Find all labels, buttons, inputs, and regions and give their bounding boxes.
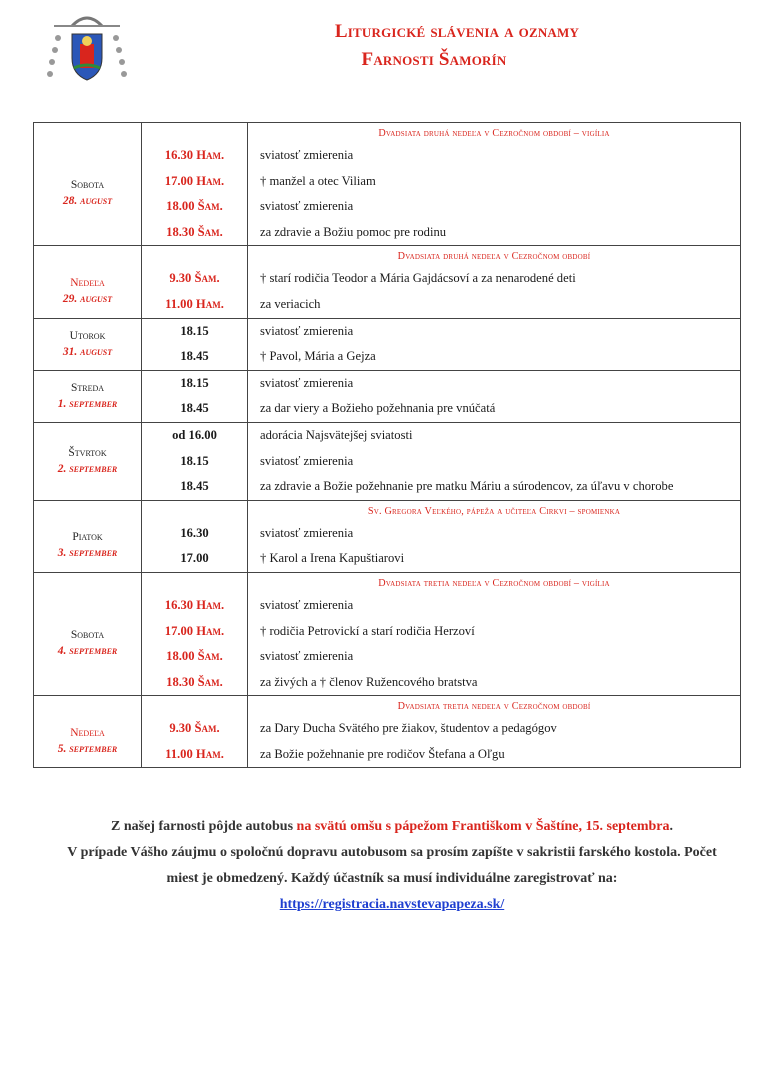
day-cell	[34, 696, 142, 768]
mass-time	[142, 194, 247, 220]
time-value: 18.30	[166, 224, 195, 239]
mass-intention: za zdravie a Božie požehnanie pre matku Máriu a súrodencov, za úľavu v chorobe	[260, 479, 674, 494]
intentions-cell	[248, 370, 741, 422]
times-cell	[142, 318, 248, 370]
location-abbrev: Šam.	[197, 224, 223, 239]
notice-line-1	[60, 814, 724, 840]
mass-intention: sviatosť zmierenia	[260, 649, 354, 664]
mass-intention: sviatosť zmierenia	[260, 375, 354, 390]
mass-time	[142, 371, 247, 397]
mass-time	[142, 220, 247, 246]
time-value: 18.45	[180, 479, 209, 494]
liturgical-day-title: Sv. Gregora Veľkého, pápeža a učiteľa Cirkvi – spomienka	[367, 505, 621, 517]
mass-intention: za Božie požehnanie pre rodičov Štefana a Oľgu	[260, 746, 505, 761]
page-title	[0, 18, 764, 74]
mass-time	[142, 742, 247, 768]
schedule-day-row	[34, 696, 741, 768]
mass-time	[142, 593, 247, 619]
time-value: 18.15	[180, 323, 209, 338]
schedule-day-row	[34, 572, 741, 695]
bus-notice	[60, 814, 724, 918]
mass-intention: sviatosť zmierenia	[260, 525, 354, 540]
mass-time	[142, 292, 247, 318]
mass-intention: † manžel a otec Viliam	[260, 173, 376, 188]
mass-intention: † Karol a Irena Kapuštiarovi	[260, 551, 405, 566]
schedule-day-row	[34, 318, 741, 370]
intentions-cell	[248, 123, 741, 246]
intentions-cell	[248, 246, 741, 318]
mass-time	[142, 396, 247, 422]
liturgical-day-title: Dvadsiata tretia nedeľa v Cezročnom období – vigília	[378, 577, 610, 589]
time-value: 18.30	[166, 674, 195, 689]
notice-text: Z našej farnosti pôjde autobus	[111, 819, 297, 834]
liturgical-day-title: Dvadsiata druhá nedeľa v Cezročnom období	[397, 251, 591, 263]
title-line-1: Liturgické slávenia a oznamy	[334, 21, 580, 42]
mass-intention: za dar viery a Božieho požehnania pre vnúčatá	[260, 401, 496, 416]
day-cell	[34, 246, 142, 318]
schedule-day-row	[34, 422, 741, 500]
location-abbrev: Ham.	[196, 597, 225, 612]
location-abbrev: Ham.	[196, 173, 225, 188]
location-abbrev: Ham.	[195, 746, 224, 761]
day-name: Utorok	[69, 330, 106, 343]
mass-time	[142, 266, 247, 292]
mass-intention: za veriacich	[260, 296, 321, 311]
location-abbrev: Ham.	[196, 148, 225, 162]
time-value: 16.30	[164, 597, 194, 612]
mass-time	[142, 474, 247, 500]
day-cell	[34, 422, 142, 500]
day-date: 2. september	[57, 463, 118, 476]
times-cell	[142, 370, 248, 422]
times-cell	[142, 572, 248, 695]
times-cell	[142, 246, 248, 318]
time-value: 18.45	[180, 401, 209, 416]
liturgical-day-title: Dvadsiata tretia nedeľa v Cezročnom období	[397, 701, 591, 713]
mass-time	[142, 716, 247, 742]
location-abbrev: Šam.	[197, 674, 223, 689]
day-name: Sobota	[70, 629, 105, 642]
time-value: 18.15	[180, 453, 209, 468]
mass-time	[142, 319, 247, 345]
location-abbrev: Šam.	[194, 721, 220, 736]
intentions-cell	[248, 572, 741, 695]
time-value: 9.30	[169, 721, 192, 736]
location-abbrev: Šam.	[197, 199, 223, 214]
mass-time	[142, 449, 247, 475]
mass-intention: sviatosť zmierenia	[260, 199, 354, 214]
time-value: 16.30	[180, 525, 209, 540]
day-name: Nedeľa	[70, 276, 105, 289]
mass-intention: sviatosť zmierenia	[260, 597, 354, 612]
mass-intention: † Pavol, Mária a Gejza	[260, 349, 376, 364]
time-value: 9.30	[169, 271, 192, 286]
time-value: 17.00	[164, 623, 194, 638]
times-cell	[142, 696, 248, 768]
schedule-day-row	[34, 246, 741, 318]
time-value: 17.00	[180, 551, 209, 566]
mass-time	[142, 644, 247, 670]
times-cell	[142, 500, 248, 572]
day-cell	[34, 123, 142, 246]
mass-time	[142, 546, 247, 572]
schedule-day-row	[34, 123, 741, 246]
mass-time	[142, 670, 247, 696]
day-date: 1. september	[57, 398, 118, 411]
times-cell	[142, 422, 248, 500]
time-value: 16.30	[164, 148, 194, 162]
location-abbrev: Šam.	[197, 649, 223, 664]
mass-time	[142, 423, 247, 449]
mass-time	[142, 521, 247, 547]
day-cell	[34, 318, 142, 370]
day-name: Sobota	[70, 179, 105, 192]
location-abbrev: Ham.	[196, 623, 225, 638]
title-line-2: Farnosti Šamorín	[361, 49, 507, 70]
day-date: 4. september	[57, 645, 118, 658]
schedule-table	[33, 122, 741, 768]
notice-registration-text: V prípade Vášho záujmu o spoločnú dopravu autobusom sa prosím zapíšte v sakristii farského kostola. Počet miest je obmedzený. Každý účastník sa musí individuálne zaregistrovať na:	[67, 845, 717, 886]
mass-intention: sviatosť zmierenia	[260, 323, 354, 338]
day-date: 28. august	[62, 195, 113, 208]
time-value: 18.45	[180, 349, 209, 364]
intentions-cell	[248, 422, 741, 500]
registration-link[interactable]: https://registracia.navstevapapeza.sk/	[279, 897, 505, 912]
liturgical-day-title: Dvadsiata druhá nedeľa v Cezročnom období – vigília	[378, 128, 610, 139]
time-value: 18.15	[180, 375, 209, 390]
mass-intention: za živých a † členov Ružencového bratstva	[260, 674, 478, 689]
mass-intention: sviatosť zmierenia	[260, 148, 354, 162]
notice-highlight: na svätú omšu s pápežom Františkom v Šaštíne, 15. septembra	[296, 819, 670, 834]
schedule-day-row	[34, 500, 741, 572]
day-name: Streda	[70, 382, 105, 395]
day-date: 29. august	[62, 292, 113, 305]
intentions-cell	[248, 696, 741, 768]
day-date: 31. august	[62, 346, 113, 359]
day-name: Piatok	[72, 531, 103, 544]
day-date: 3. september	[57, 547, 118, 560]
time-value: od 16.00	[172, 427, 217, 442]
mass-intention: sviatosť zmierenia	[260, 453, 354, 468]
location-abbrev: Šam.	[194, 271, 220, 286]
intentions-cell	[248, 500, 741, 572]
time-value: 11.00	[165, 746, 193, 761]
day-cell	[34, 572, 142, 695]
mass-intention: za zdravie a Božiu pomoc pre rodinu	[260, 224, 447, 239]
times-cell	[142, 123, 248, 246]
mass-time	[142, 344, 247, 370]
day-cell	[34, 370, 142, 422]
intentions-cell	[248, 318, 741, 370]
mass-intention: adorácia Najsvätejšej sviatosti	[260, 427, 413, 442]
time-value: 11.00	[165, 296, 193, 311]
mass-time	[142, 169, 247, 195]
day-cell	[34, 500, 142, 572]
day-name: Nedeľa	[70, 726, 105, 739]
mass-time	[142, 619, 247, 645]
mass-intention: † rodičia Petrovickí a starí rodičia Herzoví	[260, 623, 475, 638]
mass-intention: † starí rodičia Teodor a Mária Gajdácsoví a za nenarodené deti	[260, 271, 576, 286]
day-name: Štvrtok	[68, 447, 107, 460]
schedule-day-row	[34, 370, 741, 422]
day-date: 5. september	[57, 742, 118, 755]
mass-intention: za Dary Ducha Svätého pre žiakov, študentov a pedagógov	[260, 721, 557, 736]
location-abbrev: Ham.	[195, 296, 224, 311]
notice-period: .	[669, 819, 673, 834]
mass-time	[142, 143, 247, 169]
time-value: 17.00	[164, 173, 194, 188]
time-value: 18.00	[166, 199, 195, 214]
time-value: 18.00	[166, 649, 195, 664]
